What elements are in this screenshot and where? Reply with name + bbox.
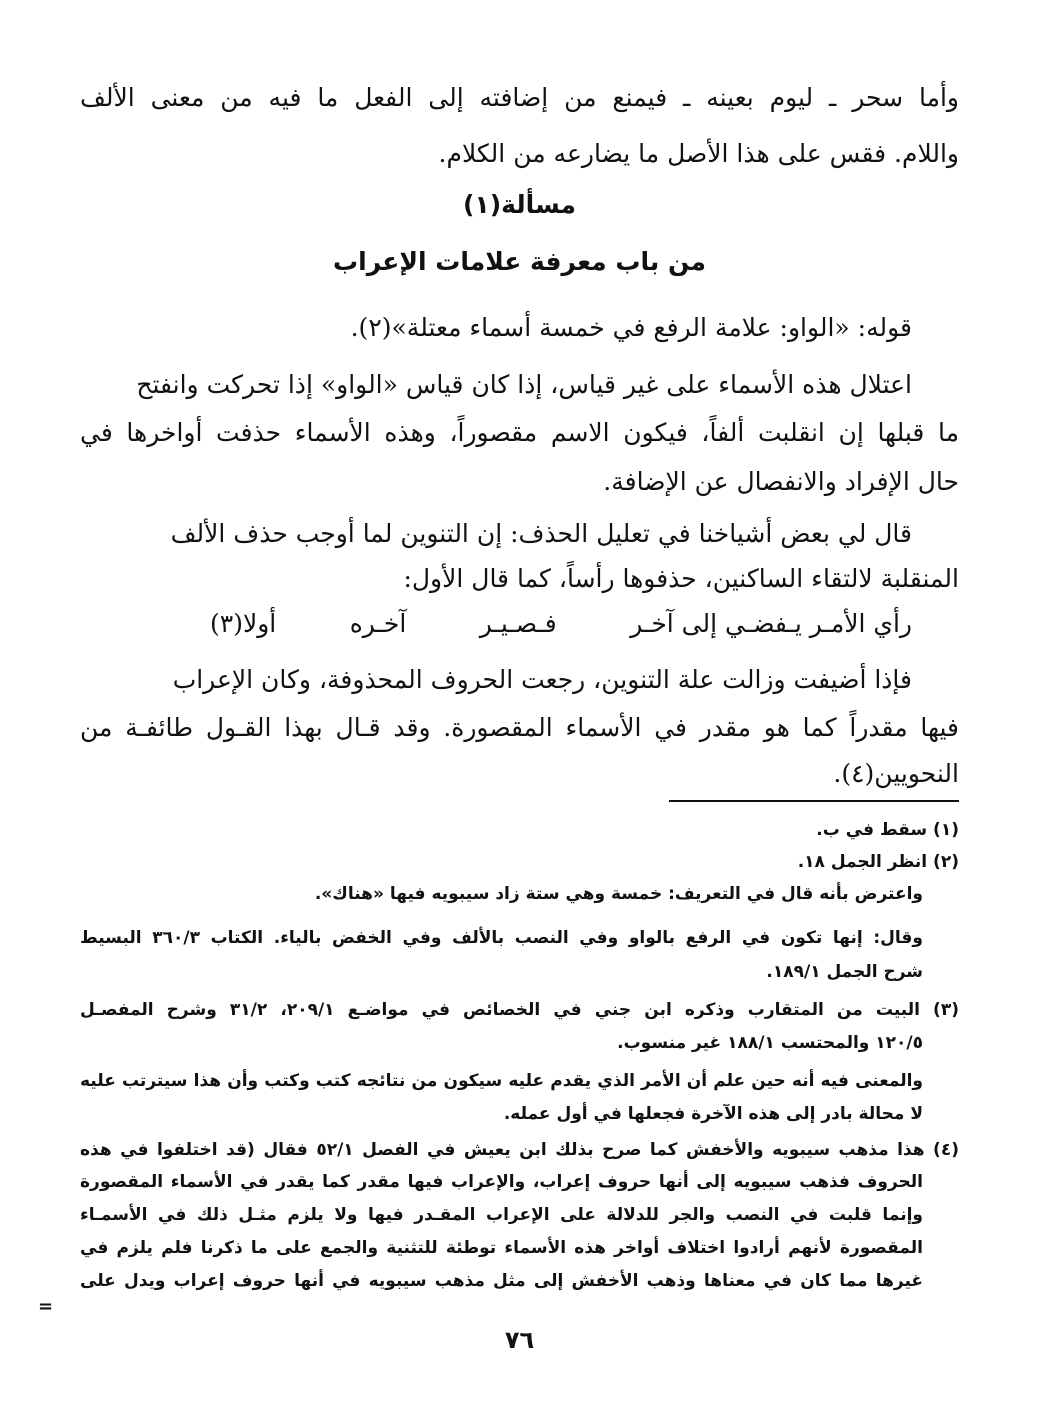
footnote-4: (٤) هذا مذهب سيبويه والأخفش كما صرح بذلك ابن يعيش في الفصل ٥٢/١ فقال (قد اختلفوا في هذه	[80, 1140, 959, 1160]
body-line: المنقلبة لالتقاء الساكنين، حذفوها رأساً، كما قال الأول:	[403, 564, 959, 593]
body-line: فيها مقدراً كما هو مقدر في الأسماء المقصورة. وقد قـال بهذا القـول طائفـة من	[80, 713, 959, 742]
verse-part: فـصـيـر	[479, 609, 557, 638]
verse-part: رأي الأمـر يـفضـي إلى آخـر	[630, 609, 912, 638]
page-number: ٧٦	[504, 1326, 535, 1354]
poem-verse	[210, 604, 912, 644]
body-line: فإذا أضيفت وزالت علة التنوين، رجعت الحروف المحذوفة، وكان الإعراب	[172, 665, 912, 694]
body-line: وأما سحر ـ ليوم بعينه ـ فيمنع من إضافته إلى الفعل ما فيه من معنى الألف	[80, 83, 959, 112]
body-line: حال الإفراد والانفصال عن الإضافة.	[603, 467, 959, 496]
footnote-3-line: ١٢٠/٥ والمحتسب ١٨٨/١ غير منسوب.	[617, 1033, 923, 1053]
body-line: ما قبلها إن انقلبت ألفاً، فيكون الاسم مقصوراً، وهذه الأسماء حذفت أواخرها في	[80, 418, 959, 447]
footnote-continuation-mark: =	[38, 1296, 54, 1317]
body-line: قال لي بعض أشياخنا في تعليل الحذف: إن التنوين لما أوجب حذف الألف	[170, 519, 912, 548]
footnote-4-line: وإنما قلبت في النصب والجر للدلالة على الإعراب المقـدر فيها ولا يلزم مثـل ذلك في الأسمـاء	[80, 1205, 923, 1225]
section-heading-mesala: مسألة(١)	[463, 190, 576, 219]
footnote-2-line: وقال: إنها تكون في الرفع بالواو وفي النصب بالألف وفي الخفض بالياء. الكتاب ٣٦٠/٣ البسيط	[80, 928, 923, 948]
verse-part: آخـره	[349, 609, 407, 638]
footnote-3-note: لا محالة بادر إلى هذه الآخرة فجعلها في أول عمله.	[503, 1104, 923, 1124]
section-heading-title: من باب معرفة علامات الإعراب	[333, 247, 706, 276]
verse-part: أولا(٣)	[210, 609, 277, 638]
body-line: النحويين(٤).	[833, 759, 959, 788]
footnote-2-note: واعترض بأنه قال في التعريف: خمسة وهي ستة زاد سيبويه فيها «هناك».	[314, 884, 923, 904]
footnote-4-line: غيرها مما كان في معناها وذهب الأخفش إلى مثل مذهب سيبويه في أنها حروف إعراب ويدل على	[80, 1271, 923, 1291]
footnote-2-line: شرح الجمل ١٨٩/١.	[766, 962, 923, 982]
footnote-3-note: والمعنى فيه أنه حين علم أن الأمر الذي يقدم عليه سيكون من نتائجه كتب وكتب وأن هذا سيترتب عليه	[80, 1071, 923, 1091]
quoted-statement: قوله: «الواو: علامة الرفع في خمسة أسماء معتلة»(٢).	[350, 313, 912, 342]
footnote-4-line: الحروف فذهب سيبويه إلى أنها حروف إعراب، والإعراب فيها مقدر كما يقدر في الأسماء المقصورة	[80, 1172, 923, 1192]
footnote-separator	[669, 800, 959, 802]
footnote-3: (٣) البيت من المتقارب وذكره ابن جني في الخصائص في مواضـع ٢٠٩/١، ٣١/٢ وشرح المفصـل	[80, 1000, 959, 1020]
footnote-1: (١) سقط في ب.	[816, 820, 959, 840]
body-line: اعتلال هذه الأسماء على غير قياس، إذا كان قياس «الواو» إذا تحركت وانفتح	[136, 370, 912, 399]
body-line: واللام. فقس على هذا الأصل ما يضارعه من الكلام.	[438, 139, 959, 168]
footnote-4-line: المقصورة لأنهم أرادوا اختلاف أواخر هذه الأسماء توطئة للتثنية والجمع على ما ذكرنا فلم يلزم في	[80, 1238, 923, 1258]
footnote-2: (٢) انظر الجمل ١٨.	[797, 852, 959, 872]
